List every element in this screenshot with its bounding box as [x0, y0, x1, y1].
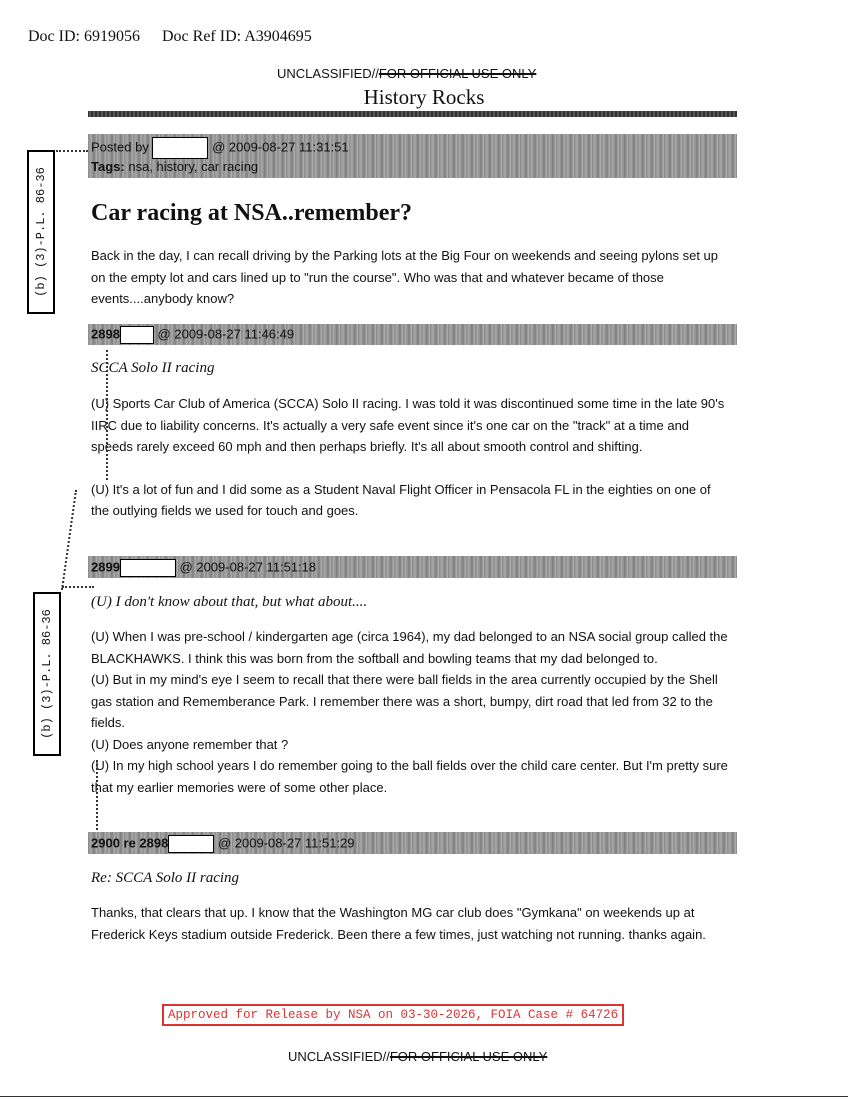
comment-subject: SCCA Solo II racing: [91, 360, 215, 376]
comment-timestamp: @ 2009-08-27 11:51:18: [179, 559, 317, 575]
redacted-author: [120, 326, 154, 344]
comment-paragraph: (U) It's a lot of fun and I did some as a Student Naval Flight Officer in Pensacola FL in the eighties on one of the outlying fields we used for touch and goes.: [91, 481, 711, 518]
leader-line: [106, 350, 108, 480]
tags-list: nsa, history, car racing: [128, 159, 259, 174]
exemption-stamp: [27, 150, 55, 314]
doc-id-line: [28, 28, 330, 46]
leader-line: [96, 760, 98, 830]
classification-top: [277, 66, 536, 81]
title-divider: [88, 111, 737, 117]
comment-body: [91, 902, 731, 945]
comment-paragraph: (U) Does anyone remember that ?: [91, 736, 289, 752]
exemption-stamp: [33, 592, 61, 756]
classification-struck: FOR OFFICIAL USE ONLY: [378, 66, 537, 81]
comment-subject: (U) I don't know about that, but what about....: [91, 594, 368, 610]
comment-body: [91, 626, 731, 798]
footer-rule: [0, 1096, 848, 1097]
post-body: [91, 245, 731, 310]
comment-paragraph: (U) When I was pre-school / kindergarten age (circa 1964), my dad belonged to an NSA social group called the BLACKHAWKS. I think this was born from the softball and bowling teams that my dad belonged to.: [91, 629, 728, 666]
posted-by-label: Posted by: [91, 139, 149, 155]
page-title: History Rocks: [363, 85, 485, 109]
post-title: Car racing at NSA..remember?: [91, 200, 413, 226]
classification-prefix: UNCLASSIFIED//: [288, 1049, 390, 1064]
comment-body: [91, 393, 731, 522]
post-tags: [91, 159, 258, 174]
leader-line: [62, 586, 94, 588]
approval-stamp: Approved for Release by NSA on 03-30-2026, FOIA Case # 64726: [162, 1004, 624, 1026]
comment-id: 2900 re 2898: [91, 835, 169, 851]
redacted-author: [152, 137, 208, 159]
comment-id: 2899: [91, 559, 120, 575]
comment-timestamp: @ 2009-08-27 11:51:29: [217, 835, 355, 851]
leader-line: [61, 490, 77, 590]
classification-struck: FOR OFFICIAL USE ONLY: [389, 1049, 548, 1064]
comment-meta: [91, 559, 316, 577]
redacted-author: [120, 559, 176, 577]
redacted-author: [168, 835, 214, 853]
comment-paragraph: Thanks, that clears that up. I know that the Washington MG car club does "Gymkana" on weekends up at Frederick Keys stadium outside Frederick. Been there a few times, just watching not running. thanks again.: [91, 905, 706, 942]
doc-ref-id: Doc Ref ID: A3904695: [161, 28, 312, 45]
post-body-text: Back in the day, I can recall driving by the Parking lots at the Big Four on weekends and seeing pylons set up on the empty lot and cars lined up to "run the course". Who was that and whatever became of those events....anybody know?: [91, 248, 719, 306]
classification-bottom: [288, 1049, 547, 1064]
exemption-label: (b) (3)-P.L. 86-36: [40, 609, 54, 739]
comment-meta: [91, 835, 355, 853]
exemption-label: (b) (3)-P.L. 86-36: [34, 167, 48, 297]
leader-line: [56, 150, 88, 152]
post-timestamp: @ 2009-08-27 11:31:51: [212, 139, 349, 155]
comment-meta: [91, 326, 294, 344]
tags-label: Tags:: [91, 159, 125, 174]
classification-prefix: UNCLASSIFIED//: [277, 66, 379, 81]
comment-subject: Re: SCCA Solo II racing: [91, 870, 240, 886]
comment-paragraph: (U) But in my mind's eye I seem to recall that there were ball fields in the area currently occupied by the Shell gas station and Rememberance Park. I remember there was a short, bumpy, dirt road that led from 32 to the fields.: [91, 672, 718, 730]
comment-timestamp: @ 2009-08-27 11:46:49: [157, 326, 295, 342]
doc-id: Doc ID: 6919056: [28, 28, 140, 45]
comment-paragraph: (U) Sports Car Club of America (SCCA) Solo II racing. I was told it was discontinued some time in the late 90's IIRC due to liability concerns. It's actually a very safe event since it's one car on the "track" at a time and speeds rarely exceed 60 mph and then perhaps briefly. It's all about smooth control and shifting.: [91, 396, 725, 454]
comment-id: 2898: [91, 326, 120, 342]
post-byline: [91, 137, 349, 159]
comment-paragraph: (U) In my high school years I do remember going to the ball fields over the child care center. But I'm pretty sure that my earlier memories were of some other place.: [91, 758, 728, 795]
